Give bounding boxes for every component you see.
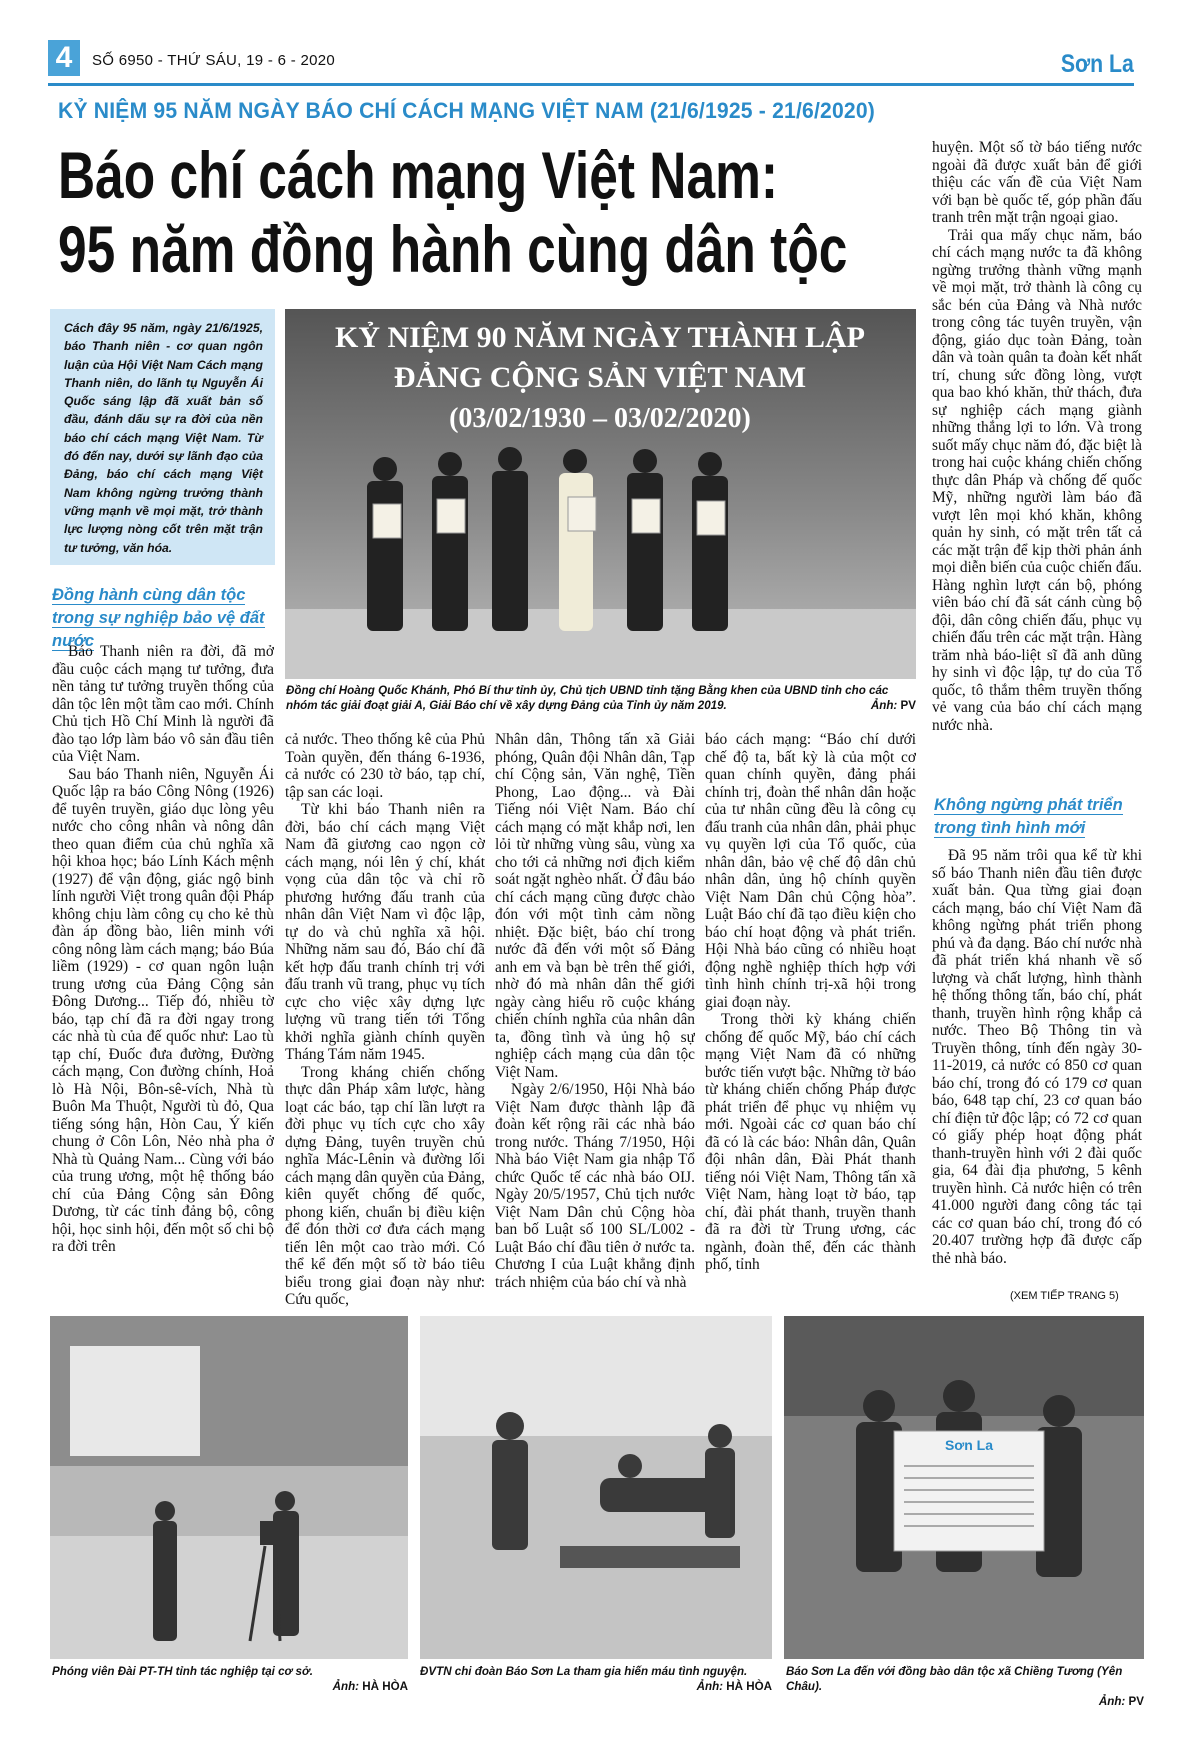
photo-credit xyxy=(52,1679,408,1694)
paragraph: Báo Thanh niên ra đời, đã mở đầu cuộc cách mạng tư tưởng, đưa nền tảng tư tưởng truyền thống của dân tộc lên một tầm cao mới. Chính Chủ tịch Hồ Chí Minh là người đã đào tạo lớp làm báo vô sản đầu tiên của Việt Nam. xyxy=(52,643,274,765)
page-number: 4 xyxy=(48,40,80,76)
paragraph: Ngày 2/6/1950, Hội Nhà báo Việt Nam được thành lập đã đoàn kết rộng rãi các nhà báo trong nước. Tháng 7/1950, Hội Nhà báo Việt Nam gia nhập Tổ chức Quốc tế các nhà báo OIJ. Ngày 20/5/1957, Chủ tịch nước Việt Nam Dân chủ Cộng hòa ban bố Luật số 100 SL/L002 - Luật Báo chí đầu tiên ở nước ta. Chương I của Luật khẳng định trách nhiệm của báo chí và nhà xyxy=(495,1081,695,1291)
headline-line-2: 95 năm đồng hành cùng dân tộc xyxy=(58,212,848,286)
photo-credit xyxy=(871,698,916,713)
banner-line-2: ĐẢNG CỘNG SẢN VIỆT NAM xyxy=(393,361,807,394)
credit-name: HÀ HÒA xyxy=(726,1680,772,1693)
paragraph: huyện. Một số tờ báo tiếng nước ngoài đã được xuất bản để giới thiệu các vấn đề của Việt Nam với bạn bè quốc tế, góp phần đấu tranh trên mặt trận ngoại giao. xyxy=(932,139,1142,226)
newspaper-masthead: Sơn La xyxy=(944,1437,994,1453)
blood-donation-photo xyxy=(420,1316,772,1659)
credit-name: PV xyxy=(1128,1695,1144,1708)
paragraph: Trải qua mấy chục năm, báo chí cách mạng nước ta đã không ngừng trưởng thành vững mạnh về mọi mặt, trở thành là công cụ sắc bén của Đảng và Nhà nước trong công tác tuyên truyền, vận động, giáo dục toàn Đảng, toàn dân và toàn quân ta đoàn kết nhất trí, chung sức đồng lòng, vượt qua bao khó khăn, thử thách, đưa sự nghiệp cách mạng giành những thắng lợi to lớn. Và trong suốt mấy chục năm đó, đặc biệt là trong hai cuộc kháng chiến chống thực dân Pháp và chống đế quốc Mỹ, những người làm báo đã vượt lên mọi khó khăn, không quản hy sinh, có mặt trên tất cả các mặt trận để kịp thời phản ánh mọi diễn biến của cuộc chiến đấu. Hàng nghìn lượt cán bộ, phóng viên báo chí đã sát cánh cùng bộ đội, dân công chiến đấu, phục vụ chiến đấu trên các mặt trận. Hàng trăm nhà báo-liệt sĩ đã anh dũng hy sinh vì độc lập, tự do của Tổ quốc, tô thắm thêm truyền thống vẻ vang của báo chí cách mạng nước nhà. xyxy=(932,226,1142,734)
subhead-2-text: Không ngừng phát triển trong tình hình mới xyxy=(934,796,1123,837)
subhead-2 xyxy=(934,794,1144,840)
main-photo-caption xyxy=(286,683,916,713)
issue-info: SỐ 6950 - THỨ SÁU, 19 - 6 - 2020 xyxy=(92,52,336,69)
photo-credit xyxy=(420,1679,772,1694)
bottom-caption-2 xyxy=(420,1664,772,1694)
paragraph: Trong thời kỳ kháng chiến chống đế quốc Mỹ, báo chí cách mạng Việt Nam đã có những bước tiến vượt bậc. Những tờ báo từ kháng chiến chống Pháp được phát triển để phục vụ nhiệm vụ mới. Ngoài các cơ quan báo chí đã có là các báo: Nhân dân, Quân đội nhân dân, Đài Phát thanh tiếng nói Việt Nam, Thông tấn xã Việt Nam, hàng loạt tờ báo, tạp chí, đài phát thanh, truyền thanh đã ra đời từ Trung ương, các ngành, đoàn thể, đến các thành phố, tỉnh xyxy=(705,1011,916,1273)
subhead-1-text: Đồng hành cùng dân tộc trong sự nghiệp bảo vệ đất nước xyxy=(52,586,265,650)
reading-newspaper-photo xyxy=(784,1316,1144,1659)
column-4 xyxy=(705,731,916,1321)
credit-name: HÀ HÒA xyxy=(362,1680,408,1693)
column-2 xyxy=(285,731,485,1321)
bottom-photo-2 xyxy=(420,1316,772,1659)
headline-line-1: Báo chí cách mạng Việt Nam: xyxy=(58,138,779,212)
newspaper-brand: Sơn La xyxy=(1061,50,1134,78)
credit-label: Ảnh: xyxy=(696,1680,724,1693)
paragraph: báo cách mạng: “Báo chí dưới chế độ ta, bất kỳ là của một cơ quan chính quyền, đảng phái chính trị, đoàn thể nhân dân hoặc của tư nhân cũng đều là công cụ đấu tranh của nhân dân, phải phục vụ quyền lợi của Tổ quốc, của nhân dân, bảo vệ chế độ dân chủ nhân dân, ủng hộ chính quyền Việt Nam Dân chủ Cộng hòa”. Luật Báo chí đã tạo điều kiện cho báo chí hoạt động và phát triển. Hội Nhà báo cũng có nhiều hoạt động nghề nghiệp thích hợp với tình hình chính trị-xã hội trong giai đoạn này. xyxy=(705,731,916,1011)
column-3 xyxy=(495,731,695,1321)
banner-line-3: (03/02/1930 – 03/02/2020) xyxy=(449,403,751,434)
paragraph: Nhân dân, Thông tấn xã Giải phóng, Quân đội Nhân dân, Tạp chí Cộng sản, Văn nghệ, Tiền Phong, Lao động... và Đài Tiếng nói Việt Nam. Báo chí cách mạng có mặt khắp nơi, len lỏi từ những vùng sâu, vùng xa cho tới cả những nơi địch kiểm soát ngặt nghèo nhất. Ở đâu báo chí cách mạng cũng được chào đón với một tình cảm nồng nhiệt. Đặc biệt, báo chí trong nước đã đến với một số Đảng anh em và bạn bè trên thế giới, nhờ đó mà nhân dân thế giới ngày càng hiểu rõ cuộc kháng chiến chính nghĩa của nhân dân ta, đồng tình và ủng hộ sự nghiệp cách mạng của dân tộc Việt Nam. xyxy=(495,731,695,1081)
paragraph: Từ khi báo Thanh niên ra đời, báo chí cách mạng Việt Nam đã giương cao ngọn cờ cách mạng, nói lên ý chí, khát vọng của dân tộc và chỉ rõ phương hướng đấu tranh của nhân dân Việt Nam vì độc lập, tự do và chủ nghĩa xã hội. Những năm sau đó, Báo chí đã kết hợp đấu tranh chính trị với đấu tranh vũ trang, phục vụ tích cực cho việc xây dựng lực lượng vũ trang tiến tới Tổng khởi nghĩa giành chính quyền Tháng Tám năm 1945. xyxy=(285,801,485,1063)
paragraph: Sau báo Thanh niên, Nguyễn Ái Quốc lập ra báo Công Nông (1926) để tuyên truyền, giáo dục lòng yêu nước cho công nhân và nông dân theo quan điểm của chủ nghĩa xã hội khoa học; báo Lính Kách mệnh (1927) để vận động, giác ngộ binh lính người Việt trong quân đội Pháp không chịu làm công cụ cho kẻ thù đàn áp đồng bào, liên minh với công nông làm cách mạng; báo Búa liềm (1929) - cơ quan ngôn luận trung ương của Đảng Cộng sản Đông Dương... Tiếp đó, nhiều tờ báo, tạp chí đã ra đời ngay trong các nhà tù của đế quốc như: Lao tù tạp chí, Đuốc đưa đường, Đường cách mạng, Con đường chính, Hoả lò Hà Nội, Bôn-sê-vích, Nhà tù Buôn Ma Thuột, Người tù đỏ, Qua tiếng sóng hận, Hòn Cau, Ý kiến chung ở Côn Lôn, Nẻo nhà pha ở Nhà tù Quảng Nam... Cùng với báo của trung ương, một hệ thống báo chí của Đảng Cộng sản Đông Dương, từ các tỉnh đảng bộ, công hội, học sinh hội, đến một số chi bộ ra đời trên xyxy=(52,765,274,1255)
credit-label: Ảnh: xyxy=(1098,1695,1126,1708)
caption-text: Báo Sơn La đến với đồng bào dân tộc xã Chiềng Tương (Yên Châu). xyxy=(786,1665,1123,1693)
bottom-photo-1 xyxy=(50,1316,408,1659)
paragraph: Trong kháng chiến chống thực dân Pháp xâm lược, hàng loạt các báo, tạp chí lần lượt ra đời phục vụ tích cực cho xây dựng Đảng, tuyên truyền chủ nghĩa Mác-Lênin và đường lối cách mạng dân quyền của Đảng, kiên quyết chống đế quốc, phong kiến, chuẩn bị điều kiện để đón thời cơ đưa cách mạng tiến lên một cao trào mới. Có thể kể đến một số tờ báo tiêu biểu trong giai đoạn này như: Cứu quốc, xyxy=(285,1063,485,1308)
bottom-caption-1 xyxy=(52,1664,408,1694)
bottom-caption-3 xyxy=(786,1664,1144,1709)
sapo-box xyxy=(50,309,275,565)
reporter-photo xyxy=(50,1316,408,1659)
credit-label: Ảnh: xyxy=(870,699,898,712)
caption-text: Đồng chí Hoàng Quốc Khánh, Phó Bí thư tỉnh ủy, Chủ tịch UBND tỉnh tặng Bằng khen của UBND tỉnh cho các nhóm tác giải đoạt giải A, Giải Báo chí về xây dựng Đảng của Tỉnh ủy năm 2019. xyxy=(286,684,889,712)
column-5-top xyxy=(932,139,1142,779)
banner-line-1: KỶ NIỆM 90 NĂM NGÀY THÀNH LẬP xyxy=(335,321,865,354)
sapo-text: Cách đây 95 năm, ngày 21/6/1925, báo Thanh niên - cơ quan ngôn luận của Hội Việt Nam Cách mạng Thanh niên, do lãnh tụ Nguyễn Ái Quốc sáng lập đã xuất bản số đầu, đánh dấu sự ra đời của nền báo chí cách mạng Việt Nam. Từ đó đến nay, dưới sự lãnh đạo của Đảng, báo chí cách mạng Việt Nam không ngừng trưởng thành vững mạnh về mọi mặt, trở thành lực lượng nòng cốt trên mặt trận tư tưởng, văn hóa. xyxy=(64,321,263,555)
column-5-bottom xyxy=(932,847,1142,1287)
column-1 xyxy=(52,643,274,1333)
caption-text: Phóng viên Đài PT-TH tỉnh tác nghiệp tại cơ sở. xyxy=(52,1665,313,1678)
bottom-photo-3 xyxy=(784,1316,1144,1659)
main-photo xyxy=(285,309,916,679)
continued-note: (XEM TIẾP TRANG 5) xyxy=(1010,1290,1119,1302)
header-rule xyxy=(48,83,1134,86)
paragraph: cả nước. Theo thống kê của Phủ Toàn quyền, đến tháng 6-1936, cả nước có 230 tờ báo, tạp chí, tập san các loại. xyxy=(285,731,485,801)
award-ceremony-photo xyxy=(285,309,916,679)
photo-credit xyxy=(786,1694,1144,1709)
credit-name: PV xyxy=(900,699,916,712)
kicker: KỶ NIỆM 95 NĂM NGÀY BÁO CHÍ CÁCH MẠNG VIỆT NAM (21/6/1925 - 21/6/2020) xyxy=(58,98,875,123)
credit-label: Ảnh: xyxy=(332,1680,360,1693)
caption-text: ĐVTN chi đoàn Báo Sơn La tham gia hiến máu tình nguyện. xyxy=(420,1665,748,1678)
paragraph: Đã 95 năm trôi qua kể từ khi số báo Thanh niên đầu tiên được xuất bản. Qua từng giai đoạn cách mạng, báo chí Việt Nam đã không ngừng phát triển phong phú và đa dạng. Báo chí nước nhà đã phát triển khá nhanh về số lượng và chất lượng, hình thành hệ thống thông tấn, báo chí, phát thanh, truyền hình rộng khắp cả nước. Theo Bộ Thông tin và Truyền thông, tính đến ngày 30-11-2019, cả nước có 850 cơ quan báo chí, trong đó có 179 cơ quan báo, 648 tạp chí, 23 cơ quan báo chí điện tử độc lập; có 72 cơ quan có giấy phép hoạt động phát thanh-truyền hình với 2 đài quốc gia, 64 đài địa phương, 5 kênh truyền hình. Cả nước hiện có trên 41.000 người đang công tác tại các cơ quan báo chí, trong đó có 20.407 trường hợp đã được cấp thẻ nhà báo. xyxy=(932,847,1142,1267)
